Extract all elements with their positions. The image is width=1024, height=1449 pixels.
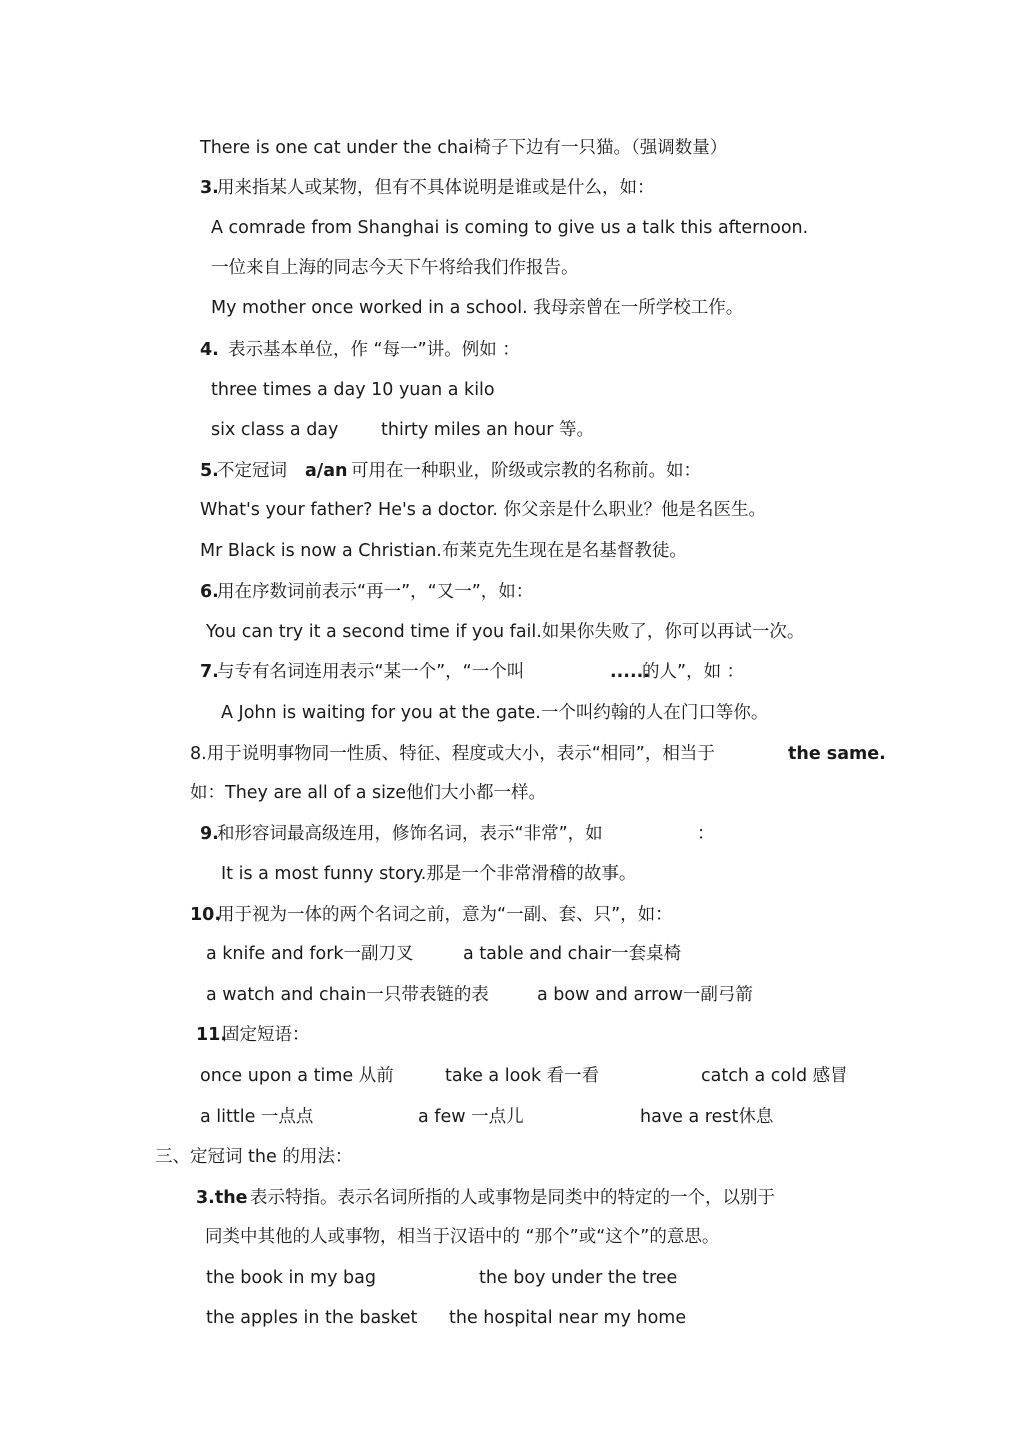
text-line: My mother once worked in a school. 我母亲曾在一所学校工作。 (211, 298, 744, 318)
section-heading: 三、定冠词 the 的用法： (155, 1147, 353, 1167)
text-line: 8.用于说明事物同一性质、特征、程度或大小，表示“相同”，相当于 (190, 744, 715, 764)
text-line: What's your father? He's a doctor. 你父亲是什么职业？他是名医生。 (200, 500, 766, 520)
item-number: 11. (196, 1025, 228, 1045)
text-line: 不定冠词 (217, 461, 287, 481)
text-line: the book in my bag (206, 1268, 376, 1288)
text-line: the hospital near my home (449, 1308, 687, 1328)
text-line: once upon a time 从前 (200, 1066, 394, 1086)
text-line: 固定短语： (222, 1025, 310, 1045)
text-line: Mr Black is now a Christian.布莱克先生现在是名基督教徒。 (200, 541, 687, 561)
text-line: 一位来自上海的同志今天下午将给我们作报告。 (211, 258, 579, 278)
text-line: 如：They are all of a size他们大小都一样。 (190, 783, 546, 803)
text-line: There is one cat under the chai椅子下边有一只猫。（强调数量） (200, 138, 728, 158)
item-number: 6. (200, 582, 219, 602)
text-line: 同类中其他的人或事物，相当于汉语中的 “那个”或“这个”的意思。 (205, 1227, 720, 1247)
text-line: ： (697, 824, 715, 844)
text-line: the boy under the tree (479, 1268, 678, 1288)
text-line: It is a most funny story.那是一个非常滑稽的故事。 (221, 864, 637, 884)
text-line: 可用在一种职业，阶级或宗教的名称前。如： (351, 461, 701, 481)
item-number: 4. (200, 340, 219, 360)
text-line: You can try it a second time if you fail.如果你失败了，你可以再试一次。 (206, 622, 805, 642)
bold-term: the same. (788, 744, 886, 764)
item-number: 9. (200, 824, 219, 844)
bold-term: a/an (305, 461, 348, 481)
item-number: 7. (200, 662, 219, 682)
text-line: a knife and fork一副刀叉 (206, 944, 414, 964)
item-number: 3.the (196, 1188, 248, 1208)
text-line: 的人”，如 ： (642, 662, 745, 682)
ellipsis: ...... (610, 662, 650, 682)
text-line: thirty miles an hour 等。 (381, 420, 595, 440)
text-line: 用于视为一体的两个名词之前，意为“一副、套、只”，如： (217, 905, 673, 925)
text-line: a few 一点儿 (418, 1107, 524, 1127)
text-line: a bow and arrow一副弓箭 (537, 985, 753, 1005)
text-line: a little 一点点 (200, 1107, 314, 1127)
text-line: a table and chair一套桌椅 (463, 944, 682, 964)
text-line: catch a cold 感冒 (701, 1066, 848, 1086)
text-line: A comrade from Shanghai is coming to give us a talk this afternoon. (211, 218, 809, 238)
text-line: 表示基本单位，作 “每一”讲。例如 ： (228, 340, 520, 360)
text-line: A John is waiting for you at the gate.一个叫约翰的人在门口等你。 (221, 703, 769, 723)
text-line: a watch and chain一只带表链的表 (206, 985, 489, 1005)
text-line: 表示特指。表示名词所指的人或事物是同类中的特定的一个，以别于 (250, 1188, 775, 1208)
item-number: 3. (200, 178, 219, 198)
text-line: take a look 看一看 (445, 1066, 600, 1086)
text-line: 用来指某人或某物，但有不具体说明是谁或是什么，如： (217, 178, 655, 198)
text-line: the apples in the basket (206, 1308, 418, 1328)
item-number: 10. (190, 905, 222, 925)
text-line: have a rest休息 (640, 1107, 774, 1127)
text-line: three times a day 10 yuan a kilo (211, 380, 495, 400)
text-line: 与专有名词连用表示“某一个”，“一个叫 (217, 662, 525, 682)
text-line: 用在序数词前表示“再一”，“又一”，如： (217, 582, 534, 602)
text-line: 和形容词最高级连用，修饰名词，表示“非常”，如 (217, 824, 603, 844)
text-line: six class a day (211, 420, 339, 440)
item-number: 5. (200, 461, 219, 481)
